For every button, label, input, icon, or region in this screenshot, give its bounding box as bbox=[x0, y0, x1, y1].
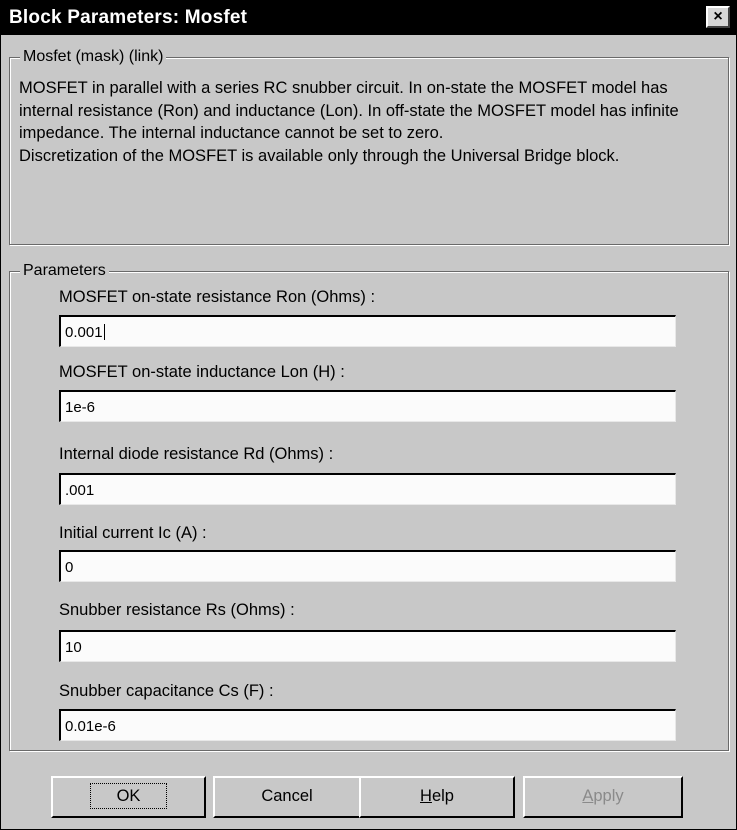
apply-button-label: Apply bbox=[582, 787, 624, 805]
rd-value: .001 bbox=[65, 482, 95, 499]
ron-label: MOSFET on-state resistance Ron (Ohms) : bbox=[59, 288, 376, 306]
close-icon: × bbox=[713, 8, 723, 25]
help-button-label: Help bbox=[420, 787, 454, 805]
rd-label: Internal diode resistance Rd (Ohms) : bbox=[59, 445, 334, 463]
ok-button-label: OK bbox=[90, 783, 168, 809]
cs-label: Snubber capacitance Cs (F) : bbox=[59, 682, 274, 700]
help-button[interactable] bbox=[359, 776, 515, 818]
rd-input[interactable] bbox=[59, 473, 676, 505]
mask-group-label: Mosfet (mask) (link) bbox=[20, 47, 166, 67]
title-bar[interactable] bbox=[1, 1, 736, 35]
rs-label: Snubber resistance Rs (Ohms) : bbox=[59, 601, 295, 619]
mask-description-paragraph-2: Discretization of the MOSFET is available only through the Universal Bridge block. bbox=[19, 146, 620, 165]
ic-value: 0 bbox=[65, 559, 74, 576]
cs-input[interactable] bbox=[59, 709, 676, 741]
lon-value: 1e-6 bbox=[65, 399, 96, 416]
lon-label: MOSFET on-state inductance Lon (H) : bbox=[59, 363, 345, 381]
ic-label: Initial current Ic (A) : bbox=[59, 524, 207, 542]
parameters-group bbox=[9, 262, 729, 751]
mask-description-paragraph-1: MOSFET in parallel with a series RC snubber circuit. In on-state the MOSFET model has internal resistance (Ron) and inductance (Lon). In off-state the MOSFET model has infinite impedance. The internal inductance cannot be set to zero. bbox=[19, 79, 679, 142]
ic-input[interactable] bbox=[59, 550, 676, 582]
mask-description bbox=[19, 77, 719, 167]
ok-button[interactable] bbox=[51, 776, 206, 818]
parameters-group-label: Parameters bbox=[20, 261, 109, 281]
lon-input[interactable] bbox=[59, 390, 676, 422]
cs-value: 0.01e-6 bbox=[65, 718, 116, 735]
ron-input[interactable] bbox=[59, 315, 676, 347]
cancel-button[interactable] bbox=[213, 776, 361, 818]
mask-description-group bbox=[9, 48, 729, 245]
text-caret bbox=[104, 324, 105, 340]
rs-value: 10 bbox=[65, 639, 82, 656]
close-button[interactable] bbox=[706, 6, 730, 28]
apply-button[interactable] bbox=[523, 776, 683, 818]
window-title: Block Parameters: Mosfet bbox=[9, 7, 248, 28]
rs-input[interactable] bbox=[59, 630, 676, 662]
ron-value: 0.001 bbox=[65, 324, 103, 341]
cancel-button-label: Cancel bbox=[261, 787, 313, 805]
